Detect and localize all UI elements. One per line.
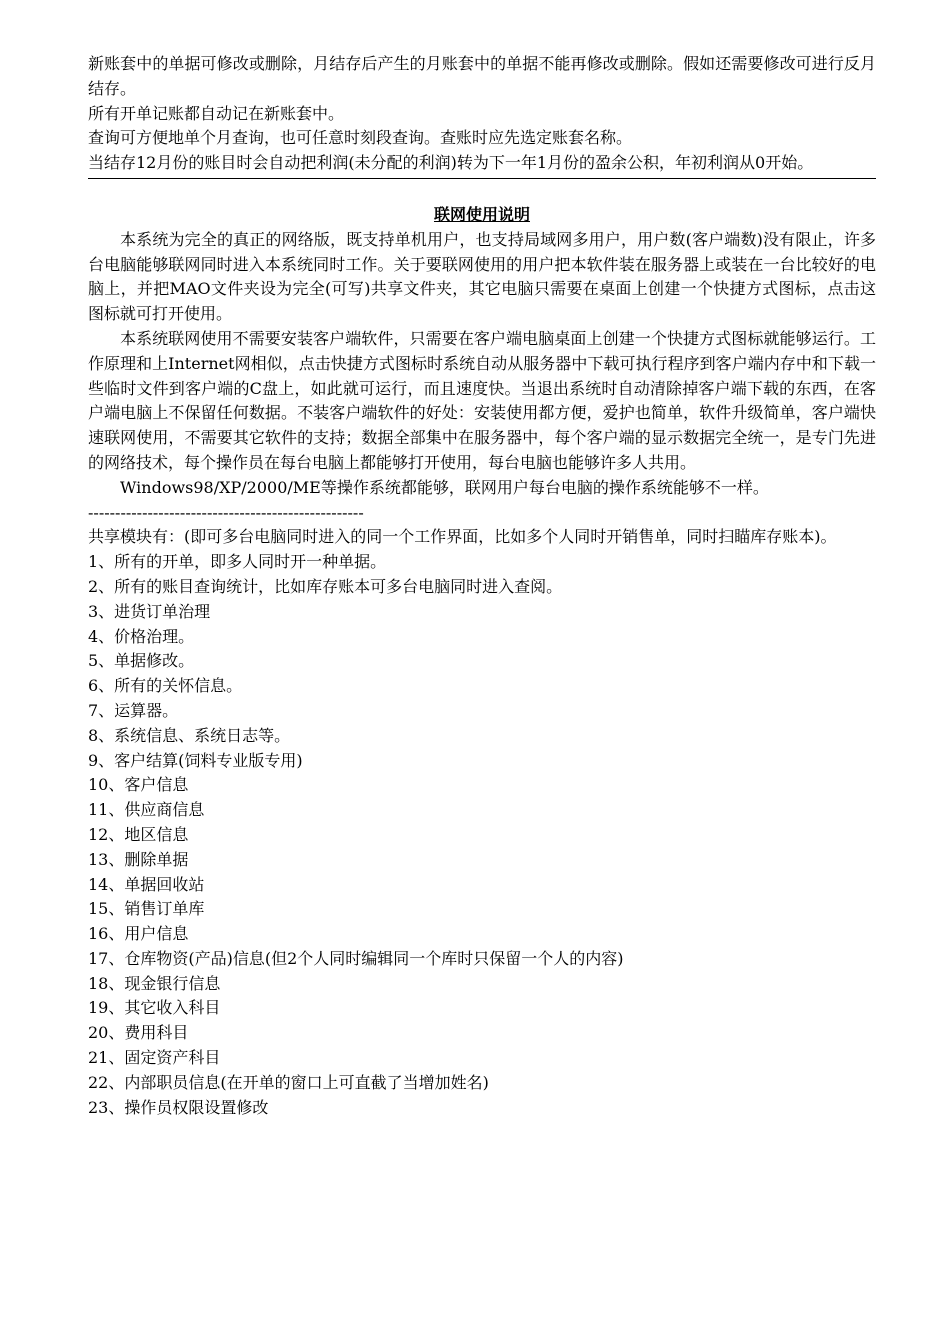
- dashed-separator: ---------------------------------------------------: [88, 502, 364, 522]
- list-item: 1、所有的开单，即多人同时开一种单据。: [88, 552, 387, 572]
- section-title: 联网使用说明: [433, 204, 530, 224]
- list-item: 9、客户结算(饲料专业版专用): [88, 750, 303, 770]
- paragraph-no-client: 本系统联网使用不需要安装客户端软件，只需要在客户端电脑桌面上创建一个快捷方式图标就能够运行。工作原理和上Internet网相似，点击快捷方式图标时系统自动从服务器中下载可执行程序到客户端内存中和下载一些临时文件到客户端的C盘上，如此就可运行，而且速度快。当退出系统时自动清除掉客户端下载的东西，在客户端电脑上不保留任何数据。不装客户端软件的好处：安装使用都方便，爱护也简单，软件升级简单，客户端快速联网使用，不需要其它软件的支持；数据全部集中在服务器中，每个客户端的显示数据完全统一，是专门先进的网络技术，每个操作员在每台电脑上都能够打开使用，每台电脑也能够许多人共用。: [88, 328, 876, 472]
- shared-modules-list: [88, 550, 876, 1120]
- paragraph-network-intro: 本系统为完全的真正的网络版，既支持单机用户，也支持局域网多用户，用户数(客户端数)没有限止，许多台电脑能够联网同时进入本系统同时工作。关于要联网使用的用户把本软件装在服务器上或装在一台比较好的电脑上，并把MAO文件夹设为完全(可写)共享文件夹，其它电脑只需要在桌面上创建一个快捷方式图标，点击这图标就可打开使用。: [88, 229, 876, 324]
- shared-modules-section: [88, 525, 876, 1120]
- top-section: [88, 52, 876, 176]
- list-item: 15、销售订单库: [88, 899, 205, 919]
- list-item: 10、客户信息: [88, 775, 189, 795]
- list-item: 14、单据回收站: [88, 874, 205, 894]
- shared-modules-intro: 共享模块有：(即可多台电脑同时进入的同一个工作界面，比如多个人同时开销售单，同时扫瞄库存账本)。: [88, 527, 837, 547]
- list-item: 21、固定资产科目: [88, 1048, 221, 1068]
- list-item: 2、所有的账目查询统计，比如库存账本可多台电脑同时进入查阅。: [88, 576, 563, 596]
- list-item: 16、用户信息: [88, 924, 189, 944]
- paragraph-os-support: Windows98/XP/2000/ME等操作系统都能够，联网用户每台电脑的操作系统能够不一样。: [120, 477, 769, 497]
- list-item: 7、运算器。: [88, 700, 179, 720]
- list-item: 11、供应商信息: [88, 800, 205, 820]
- list-item: 19、其它收入科目: [88, 998, 221, 1018]
- list-item: 5、单据修改。: [88, 651, 195, 671]
- paragraph-new-ledger: 所有开单记账都自动记在新账套中。: [88, 103, 345, 123]
- list-item: 23、操作员权限设置修改: [88, 1097, 269, 1117]
- document-page: [88, 52, 876, 1120]
- paragraph-year-end: 当结存12月份的账目时会自动把利润(未分配的利润)转为下一年1月份的盈余公积，年初利润从0开始。: [88, 153, 814, 173]
- list-item: 18、现金银行信息: [88, 973, 221, 993]
- list-item: 17、仓库物资(产品)信息(但2个人同时编辑同一个库时只保留一个人的内容): [88, 948, 624, 968]
- list-item: 4、价格治理。: [88, 626, 195, 646]
- section-divider: [88, 178, 876, 179]
- paragraph-query: 查询可方便地单个月查询，也可任意时刻段查询。查账时应先选定账套名称。: [88, 128, 633, 148]
- list-item: 3、进货订单治理: [88, 601, 211, 621]
- list-item: 20、费用科目: [88, 1023, 189, 1043]
- list-item: 22、内部职员信息(在开单的窗口上可直截了当增加姓名): [88, 1072, 489, 1092]
- network-section: [88, 203, 876, 525]
- list-item: 8、系统信息、系统日志等。: [88, 725, 291, 745]
- list-item: 13、删除单据: [88, 849, 189, 869]
- paragraph-month-end: 新账套中的单据可修改或删除，月结存后产生的月账套中的单据不能再修改或删除。假如还需要修改可进行反月结存。: [88, 54, 876, 98]
- list-item: 12、地区信息: [88, 824, 189, 844]
- list-item: 6、所有的关怀信息。: [88, 676, 243, 696]
